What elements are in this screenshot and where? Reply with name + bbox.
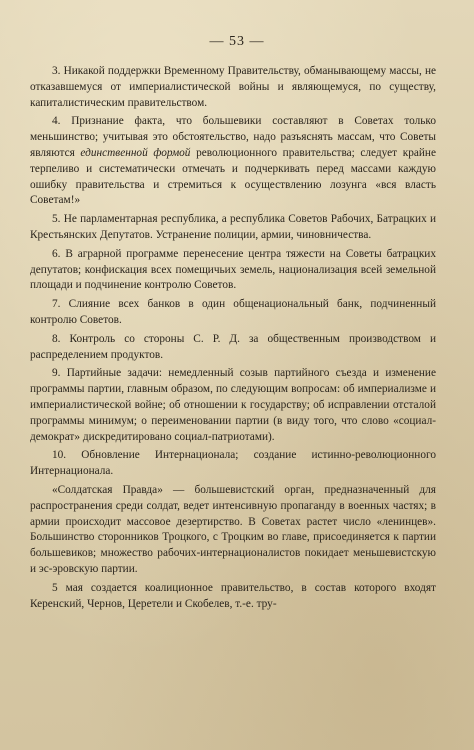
paragraph-text: 5. Не парламентарная республика, а республика Советов Рабочих, Батрацких и Крестьянских Депутатов. Устранение полиции, армии, чиновничества.: [30, 213, 436, 241]
paragraph-text: 6. В аграрной программе перенесение центра тяжести на Советы батрацких депутатов; конфискация всех помещичьих земель, национализация всей земельной площади и подчинение контролю Советов.: [30, 247, 436, 292]
paragraph-point-3: [30, 64, 436, 111]
paragraph-point-10: [30, 448, 436, 480]
paragraph-text: 4. Признание факта, что большевики составляют в Советах только меньшинство; учитывая это обстоятельство, надо разъяснять массам, что Советы являются: [30, 115, 436, 159]
paragraph-point-4: [30, 114, 436, 209]
paragraph-text: 7. Слияние всех банков в один общенациональный банк, подчиненный контролю Советов.: [30, 298, 436, 326]
paragraph-point-9: [30, 366, 436, 445]
paragraph-point-6: [30, 247, 436, 294]
paragraph-text: 8. Контроль со стороны С. Р. Д. за общественным производством и распределением продуктов.: [30, 332, 436, 361]
paragraph-point-5: [30, 212, 436, 244]
paragraph-text: 9. Партийные задачи: немедленный созыв партийного съезда и изменение программы партии, главным образом, по следующим вопросам: об империализме и империалистической войне; об отношении к государству; об исправлении отсталой программы минимум; о переименовании партии (в виду того, что слово «социал-демократ» дискредитировано социал-патриотами).: [30, 367, 436, 443]
paragraph-point-7: [30, 297, 436, 329]
paragraph-point-8: [30, 332, 436, 364]
paragraph-coalition-government: [30, 581, 436, 613]
paragraph-text: «Солдатская Правда» — большевистский орган, предназначенный для распространения среди солдат, ведет интенсивную пропаганду в военных частях; в армии происходит массовое дезертирство. В Советах растет число «ленинцев». Большинство сторонников Троцкого, с Троцким во главе, присоединяется к партии большевиков; множество рабочих-интернационалистов покидает меньшевистскую и эс-эровскую партии.: [30, 483, 436, 575]
paragraph-text: 3. Никакой поддержки Временному Правительству, обманывающему массы, не отказавшемуся от империалистической войны и являющемуся, по существу, капиталистическим правительством.: [30, 65, 436, 109]
paragraph-text: 5 мая создается коалиционное правительство, в состав которого входят Керенский, Чернов, Церетели и Скобелев, т.-е. тру-: [30, 581, 436, 610]
paragraph-soldatskaya-pravda: [30, 483, 436, 578]
paragraph-text: революционного правительства; следует крайне терпеливо и систематически отмечать и подчеркивать перед массами каждую ошибку правительства и стремиться к осуществлению лозунга «вся власть Советам!»: [30, 146, 436, 207]
paragraph-text: 10. Обновление Интернационала; создание истинно-революционного Интернационала.: [30, 449, 436, 478]
page-number: — 53 —: [209, 34, 265, 49]
body-text: [30, 64, 436, 612]
emphasis-text: единственной формой: [80, 146, 191, 159]
